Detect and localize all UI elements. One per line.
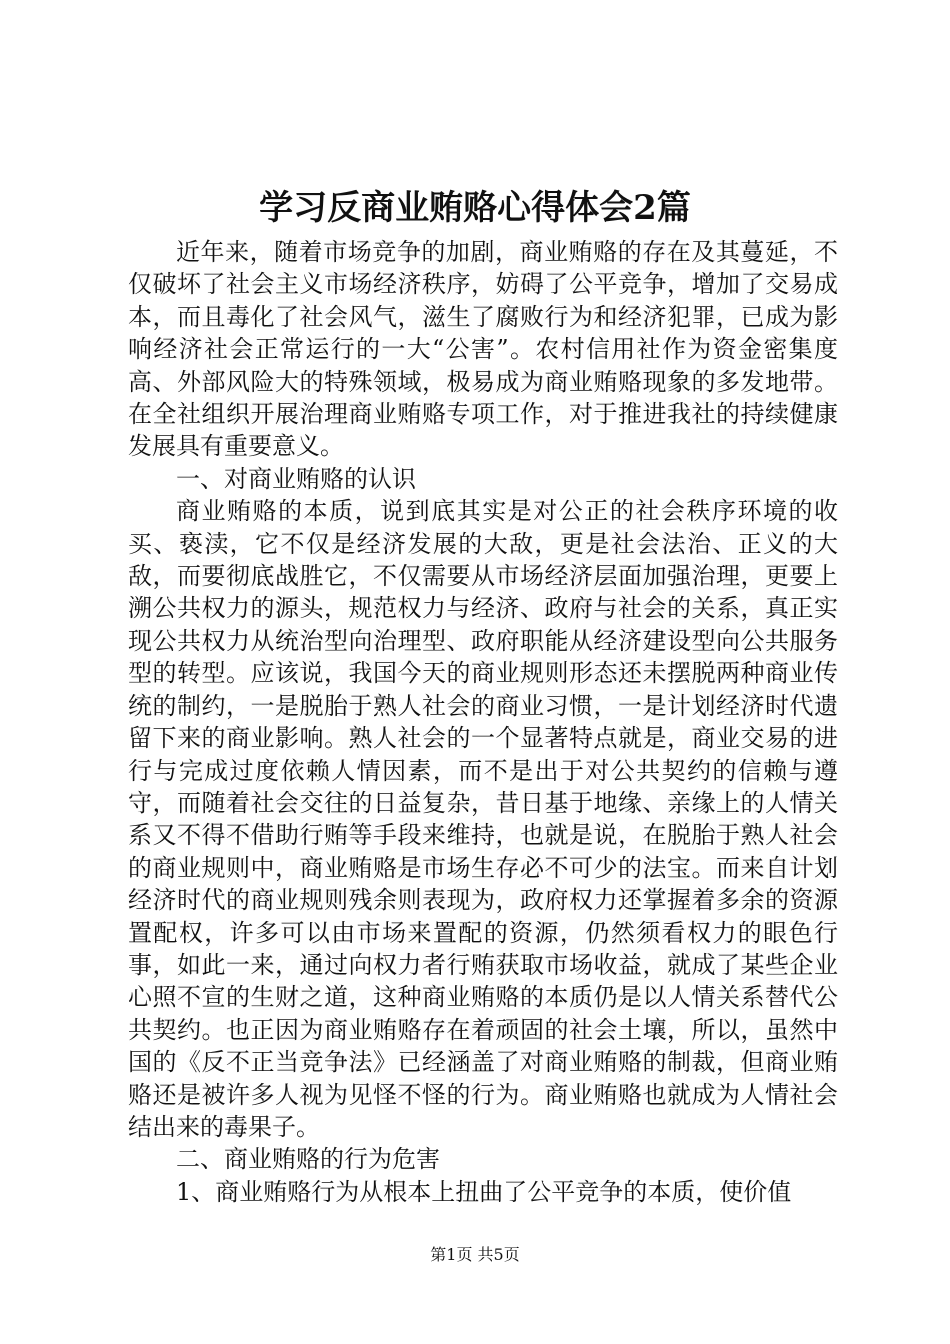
document-body — [128, 236, 838, 1208]
paragraph-essence: 商业贿赂的本质，说到底其实是对公正的社会秩序环境的收买、亵渎，它不仅是经济发展的大敌，更是社会法治、正义的大敌，而要彻底战胜它，不仅需要从市场经济层面加强治理，更要上溯公共权力的源头，规范权力与经济、政府与社会的关系，真正实现公共权力从统治型向治理型、政府职能从经济建设型向公共服务型的转型。应该说，我国今天的商业规则形态还未摆脱两种商业传统的制约，一是脱胎于熟人社会的商业习惯，一是计划经济时代遗留下来的商业影响。熟人社会的一个显著特点就是，商业交易的进行与完成过度依赖人情因素，而不是出于对公共契约的信赖与遵守，而随着社会交往的日益复杂，昔日基于地缘、亲缘上的人情关系又不得不借助行贿等手段来维持，也就是说，在脱胎于熟人社会的商业规则中，商业贿赂是市场生存必不可少的法宝。而来自计划经济时代的商业规则残余则表现为，政府权力还掌握着多余的资源置配权，许多可以由市场来置配的资源，仍然须看权力的眼色行事，如此一来，通过向权力者行贿获取市场收益，就成了某些企业心照不宣的生财之道，这种商业贿赂的本质仍是以人情关系替代公共契约。也正因为商业贿赂存在着顽固的社会土壤，所以，虽然中国的《反不正当竞争法》已经涵盖了对商业贿赂的制裁，但商业贿赂还是被许多人视为见怪不怪的行为。商业贿赂也就成为人情社会结出来的毒果子。 — [128, 497, 838, 1141]
section-heading-1: 一、对商业贿赂的认识 — [176, 464, 416, 493]
page-footer: 第1页 共5页 — [430, 1245, 520, 1264]
paragraph-intro: 近年来，随着市场竞争的加剧，商业贿赂的存在及其蔓延，不仅破坏了社会主义市场经济秩序，妨碍了公平竞争，增加了交易成本，而且毒化了社会风气，滋生了腐败行为和经济犯罪，已成为影响经济社会正常运行的一大“公害”。农村信用社作为资金密集度高、外部风险大的特殊领域，极易成为商业贿赂现象的多发地带。在全社组织开展治理商业贿赂专项工作，对于推进我社的持续健康发展具有重要意义。 — [128, 238, 838, 461]
document-title: 学习反商业贿赂心得体会2篇 — [259, 188, 691, 228]
section-heading-2: 二、商业贿赂的行为危害 — [176, 1145, 440, 1174]
paragraph-harm-1: 1、商业贿赂行为从根本上扭曲了公平竞争的本质，使价值 — [176, 1177, 792, 1206]
